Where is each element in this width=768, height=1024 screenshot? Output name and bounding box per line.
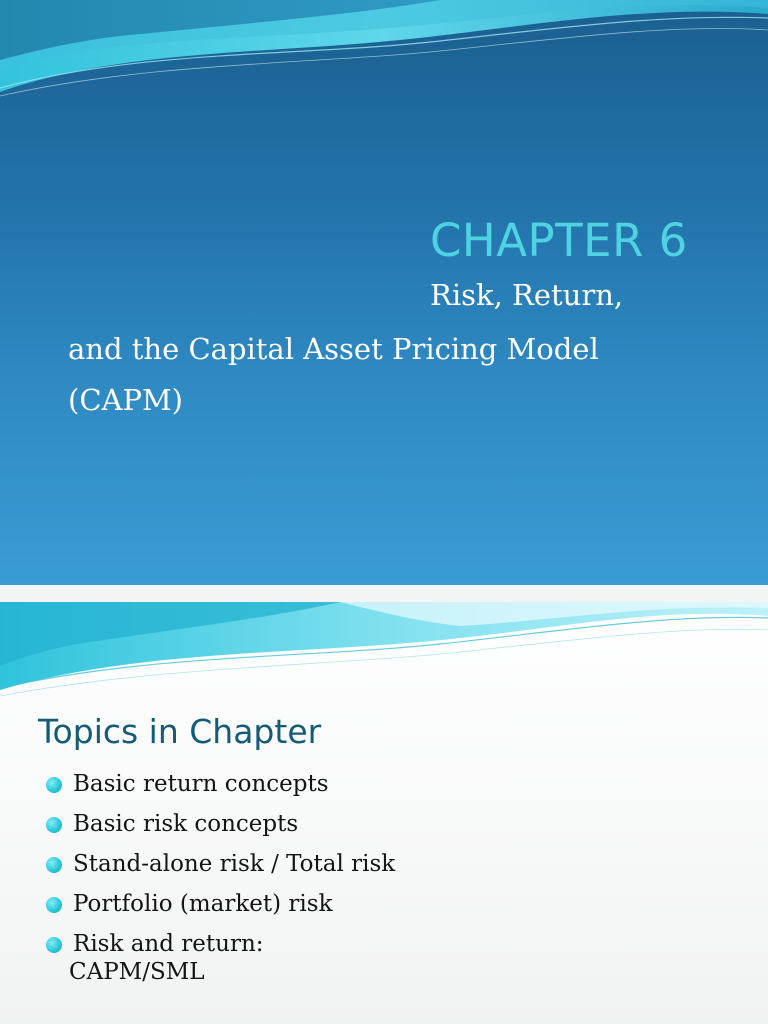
list-item	[46, 770, 395, 798]
topics-slide	[0, 602, 768, 1024]
bullet-icon	[46, 857, 62, 873]
topic-list	[46, 770, 395, 998]
list-item	[46, 890, 395, 918]
decorative-wave-header	[0, 0, 768, 110]
topic-continuation: CAPM/SML	[69, 959, 205, 985]
decorative-wave-header	[0, 602, 768, 702]
list-item	[46, 810, 395, 838]
subtitle-line-1: Risk, Return,	[430, 278, 624, 312]
subtitle-line-2: and the Capital Asset Pricing Model	[68, 332, 599, 366]
topics-heading: Topics in Chapter	[38, 712, 322, 751]
topic-text: Risk and return:	[73, 931, 264, 957]
bullet-icon	[46, 897, 62, 913]
subtitle-line-3: (CAPM)	[68, 383, 183, 417]
topic-text: Basic return concepts	[73, 771, 329, 797]
list-item	[46, 930, 395, 986]
bullet-icon	[46, 777, 62, 793]
topic-text: Stand-alone risk / Total risk	[73, 851, 396, 877]
topic-text: Basic risk concepts	[73, 811, 299, 837]
bullet-icon	[46, 817, 62, 833]
chapter-title: CHAPTER 6	[430, 214, 688, 267]
bullet-icon	[46, 937, 62, 953]
list-item	[46, 850, 395, 878]
topic-text: Portfolio (market) risk	[73, 891, 333, 917]
